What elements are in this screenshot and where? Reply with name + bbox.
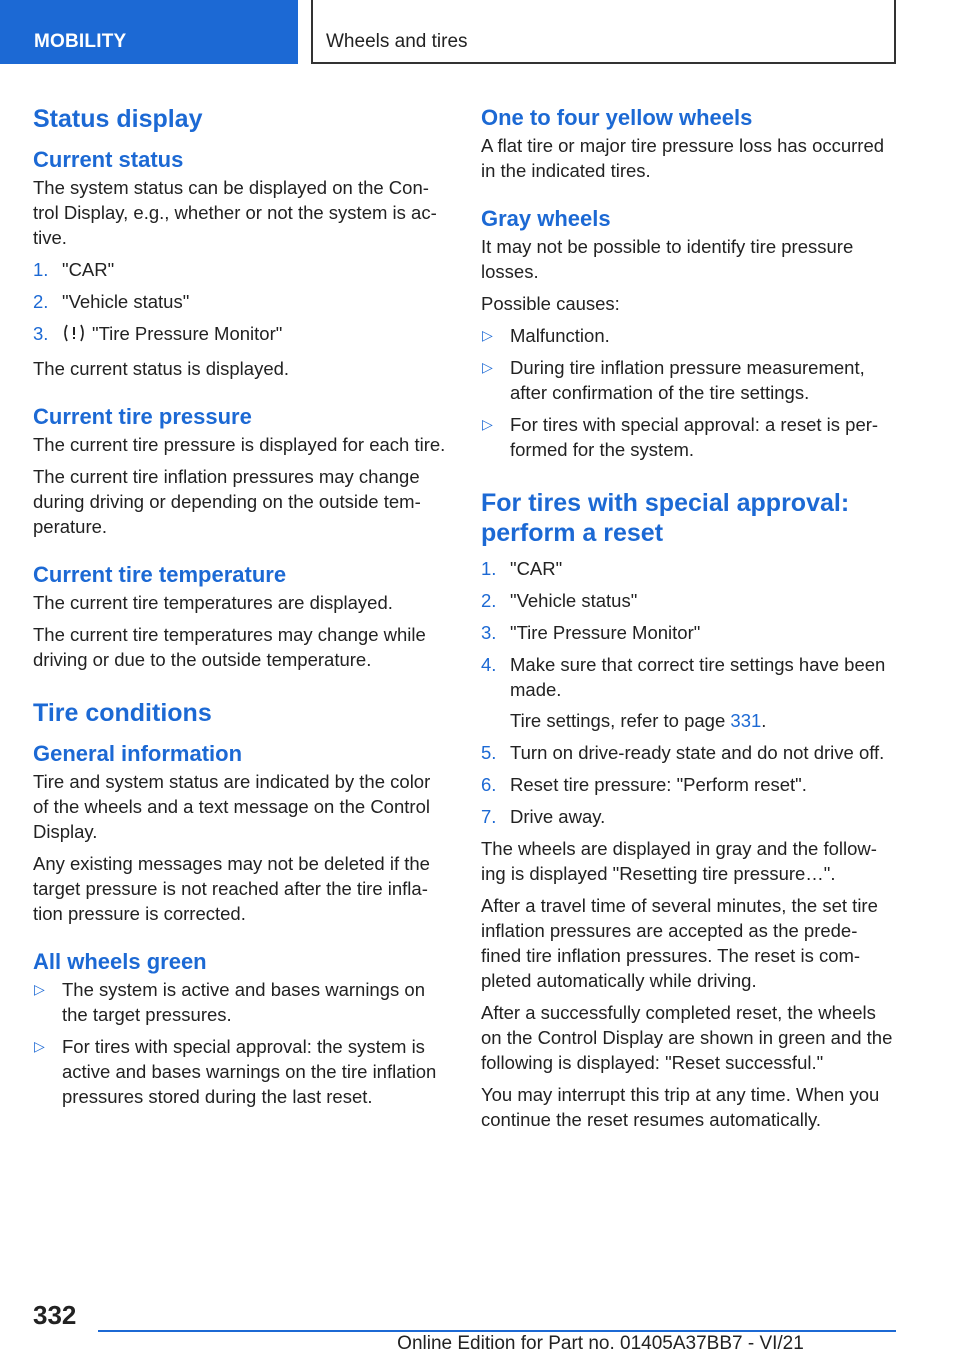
- step-number: 6.: [481, 774, 497, 795]
- chapter-tab: MOBILITY: [0, 0, 298, 64]
- step-number: 3.: [33, 323, 49, 344]
- tire-temperature-p1: The current tire temperatures are displayed.: [33, 592, 393, 613]
- reset-p1: The wheels are displayed in gray and the follow-ing is displayed "Resetting tire pressure…".: [481, 838, 877, 884]
- heading-tire-conditions: Tire conditions: [33, 699, 212, 727]
- step-number: 1.: [481, 558, 497, 579]
- list-item: [481, 355, 897, 405]
- bullet-text: Malfunction.: [510, 325, 610, 346]
- bullet-text: During tire inflation pressure measurement, after confirmation of the tire settings.: [510, 357, 865, 403]
- list-item: [481, 740, 897, 765]
- step-text: Drive away.: [510, 806, 606, 827]
- step-text: "Vehicle status": [62, 291, 190, 312]
- step-text: "Tire Pressure Monitor": [510, 622, 701, 643]
- list-item: [33, 1034, 449, 1109]
- edition-footer: Online Edition for Part no. 01405A37BB7 - VI/21: [397, 1333, 804, 1354]
- general-info-p1: Tire and system status are indicated by the color of the wheels and a text message on the Control Display.: [33, 771, 431, 842]
- list-item: [481, 804, 897, 829]
- step-text: "CAR": [62, 259, 115, 280]
- heading-status-display: Status display: [33, 105, 203, 133]
- step-text: "Vehicle status": [510, 590, 638, 611]
- heading-general-information: General information: [33, 741, 243, 766]
- triangle-right-icon: ▷: [482, 359, 493, 375]
- list-item: [33, 977, 449, 1027]
- reference-suffix: .: [761, 710, 767, 731]
- reset-p2: After a travel time of several minutes, the set tire inflation pressures are accepted as the prede-fined tire inflation pressures. The reset is com-pleted automatically while driving.: [481, 895, 878, 991]
- step-text: "Tire Pressure Monitor": [92, 323, 283, 344]
- list-item: [481, 556, 897, 581]
- heading-yellow-wheels: One to four yellow wheels: [481, 105, 753, 130]
- step-number: 4.: [481, 654, 497, 675]
- list-item: [33, 257, 449, 282]
- section-title: Wheels and tires: [311, 0, 896, 64]
- triangle-right-icon: ▷: [34, 1038, 45, 1054]
- right-column: [481, 98, 897, 1139]
- step-number: 5.: [481, 742, 497, 763]
- step-number: 1.: [33, 259, 49, 280]
- gray-wheels-p1: It may not be possible to identify tire pressure losses.: [481, 236, 854, 282]
- list-item: [481, 772, 897, 797]
- page-link-331[interactable]: 331: [730, 710, 762, 731]
- reset-steps: [481, 556, 897, 829]
- yellow-wheels-p1: A flat tire or major tire pressure loss has occurred in the indicated tires.: [481, 135, 885, 181]
- general-info-p2: Any existing messages may not be deleted if the target pressure is not reached after the tire infla-tion pressure is corrected.: [33, 853, 430, 924]
- step-text: Turn on drive-ready state and do not drive off.: [510, 742, 885, 763]
- gray-wheels-p2: Possible causes:: [481, 293, 620, 314]
- step-number: 2.: [33, 291, 49, 312]
- list-item: [481, 412, 897, 462]
- heading-current-tire-temperature: Current tire temperature: [33, 562, 287, 587]
- triangle-right-icon: ▷: [482, 416, 493, 432]
- tire-pressure-p1: The current tire pressure is displayed for each tire.: [33, 434, 446, 455]
- tire-pressure-p2: The current tire inflation pressures may change during driving or depending on the outside tem-perature.: [33, 466, 421, 537]
- page-number: 332: [33, 1300, 77, 1330]
- triangle-right-icon: ▷: [482, 327, 493, 343]
- list-item: [481, 588, 897, 613]
- step-text: Make sure that correct tire settings have been made.: [510, 654, 886, 700]
- reset-p3: After a successfully completed reset, the wheels on the Control Display are shown in green and the following is displayed: "Reset successful.": [481, 1002, 893, 1073]
- reference-prefix: Tire settings, refer to page: [510, 710, 731, 731]
- list-item: [481, 652, 897, 733]
- heading-current-status: Current status: [33, 147, 184, 172]
- bullet-text: For tires with special approval: a reset is per-formed for the system.: [510, 414, 879, 460]
- list-item: [33, 321, 449, 349]
- list-item: [481, 620, 897, 645]
- step-number: 3.: [481, 622, 497, 643]
- tire-settings-reference: [510, 708, 897, 733]
- bullet-text: For tires with special approval: the system is active and bases warnings on the tire inflation pressures stored during the last reset.: [62, 1036, 437, 1107]
- list-item: [33, 289, 449, 314]
- current-status-steps: [33, 257, 449, 349]
- tire-temperature-p2: The current tire temperatures may change while driving or due to the outside temperature.: [33, 624, 426, 670]
- heading-current-tire-pressure: Current tire pressure: [33, 404, 252, 429]
- left-column: [33, 98, 449, 1116]
- bullet-text: The system is active and bases warnings on the target pressures.: [62, 979, 425, 1025]
- step-text: Reset tire pressure: "Perform reset".: [510, 774, 807, 795]
- all-wheels-green-bullets: [33, 977, 449, 1109]
- tire-pressure-warning-icon: [62, 323, 86, 349]
- gray-wheels-bullets: [481, 323, 897, 462]
- heading-all-wheels-green: All wheels green: [33, 949, 207, 974]
- current-status-intro: The system status can be displayed on the Con-trol Display, e.g., whether or not the system is ac-tive.: [33, 177, 437, 248]
- triangle-right-icon: ▷: [34, 981, 45, 997]
- current-status-result: The current status is displayed.: [33, 358, 290, 379]
- list-item: [481, 323, 897, 348]
- heading-gray-wheels: Gray wheels: [481, 206, 611, 231]
- footer-divider: [98, 1330, 896, 1332]
- heading-perform-reset: For tires with special approval: perform a reset: [481, 489, 850, 547]
- reset-p4: You may interrupt this trip at any time. When you continue the reset resumes automatically.: [481, 1084, 880, 1130]
- step-number: 7.: [481, 806, 497, 827]
- step-text: "CAR": [510, 558, 563, 579]
- step-number: 2.: [481, 590, 497, 611]
